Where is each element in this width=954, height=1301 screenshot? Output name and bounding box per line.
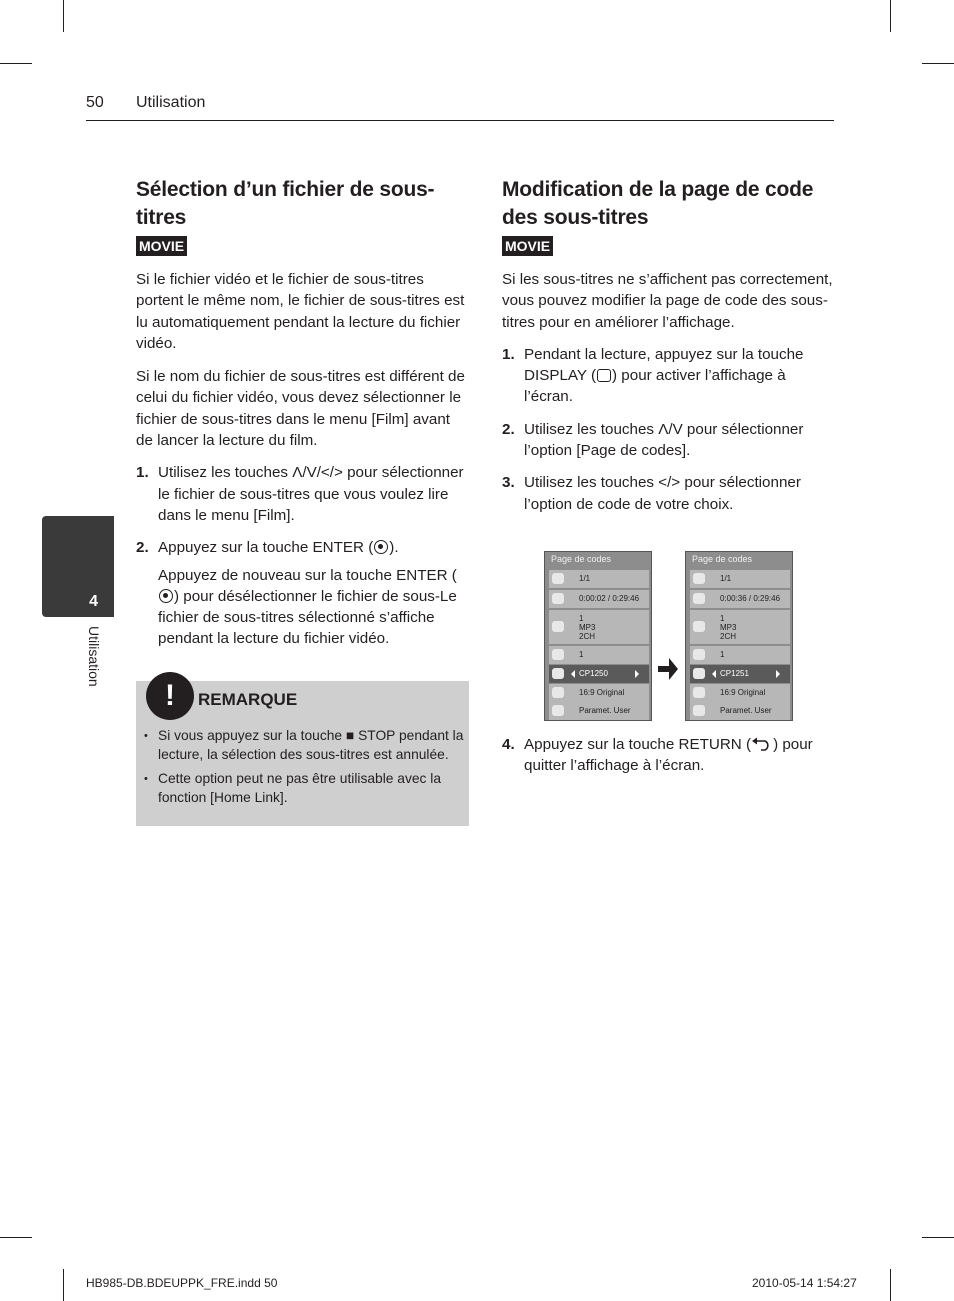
return-icon xyxy=(751,737,773,751)
crop-mark xyxy=(922,1237,954,1238)
crop-mark xyxy=(63,1269,64,1301)
movie-badge: MOVIE xyxy=(502,236,553,256)
note-list xyxy=(136,727,468,813)
enter-icon xyxy=(159,589,173,603)
osd-row-title: 1/1 xyxy=(690,570,790,588)
chapter-tab xyxy=(42,516,114,617)
step-2: 2. Appuyez sur la touche ENTER ( ). Appuyez de nouveau sur la touche ENTER () pour désélectionner le fichier de sous-Le fichier de sous-titres sélectionné s’affiche pendant la lecture du fichier vidéo. xyxy=(136,537,470,649)
chapter-number: 4 xyxy=(89,593,98,610)
osd-row-aspect: 16:9 Original xyxy=(549,684,649,702)
step-number: 1. xyxy=(136,464,149,482)
footer-date: 2010-05-14 1:54:27 xyxy=(752,1276,857,1290)
step-1: 1. Pendant la lecture, appuyez sur la touche DISPLAY ( ) pour activer l’affichage à l’écran. xyxy=(502,345,804,406)
step-number: 2. xyxy=(502,420,515,438)
osd-row-title: 1/1 xyxy=(549,570,649,588)
paragraph: Si le nom du fichier de sous-titres est différent de celui du fichier vidéo, vous devez sélectionner le fichier de sous-titres dans le menu [Film] avant de lancer la lecture du film. xyxy=(136,368,465,450)
clock-icon xyxy=(552,593,564,604)
osd-row-audio: 1 MP3 2CH xyxy=(690,610,790,644)
step-text: Utilisez les touches Λ/V/</> pour sélectionner le fichier de sous-titres que vous voulez lire dans le menu [Film]. xyxy=(158,464,464,524)
step-2: 2. Utilisez les touches Λ/V pour sélectionner l’option [Page de codes]. xyxy=(502,420,804,460)
exclamation-icon: ! xyxy=(146,672,194,720)
osd-screen-after xyxy=(685,551,793,721)
aspect-icon xyxy=(693,687,705,698)
paragraph: Si les sous-titres ne s’affichent pas correctement, vous pouvez modifier la page de code des sous-titres pour en améliorer l’affichage. xyxy=(502,271,833,331)
left-column xyxy=(136,176,470,650)
subtitle-icon xyxy=(552,649,564,660)
page-number: 50 xyxy=(86,94,104,111)
section-title: Modification de la page de code des sous-titres xyxy=(502,178,814,229)
step-number: 1. xyxy=(502,345,515,363)
step-extra: Appuyez de nouveau sur la touche ENTER () pour désélectionner le fichier de sous-Le fichier de sous-titres sélectionné s’affiche pendant la lecture du fichier vidéo. xyxy=(158,566,457,648)
osd-screen-before xyxy=(544,551,652,721)
running-section: Utilisation xyxy=(136,94,206,111)
right-column xyxy=(502,176,836,515)
display-icon xyxy=(597,369,611,382)
crop-mark xyxy=(890,1269,891,1301)
crop-mark xyxy=(890,0,891,32)
note-item: • Cette option peut ne pas être utilisable avec la fonction [Home Link]. xyxy=(158,770,468,807)
osd-row-picture: Paramet. User xyxy=(549,702,649,720)
audio-icon xyxy=(693,621,705,632)
osd-title: Page de codes xyxy=(551,554,612,564)
step-number: 4. xyxy=(502,736,515,753)
footer-file: HB985-DB.BDEUPPK_FRE.indd 50 xyxy=(86,1276,278,1290)
crop-mark xyxy=(0,1237,32,1238)
osd-row-codepage: CP1251 xyxy=(690,665,790,683)
osd-row-codepage: CP1250 xyxy=(549,665,649,683)
picture-icon xyxy=(693,705,705,716)
osd-row-aspect: 16:9 Original xyxy=(690,684,790,702)
step-text: Appuyez sur la touche ENTER ( xyxy=(158,539,374,557)
codepage-icon xyxy=(693,668,705,679)
codepage-icon xyxy=(552,668,564,679)
movie-badge: MOVIE xyxy=(136,236,187,256)
osd-row-time: 0:00:02 / 0:29:46 xyxy=(549,590,649,608)
crop-mark xyxy=(922,63,954,64)
step-1 xyxy=(136,462,470,526)
aspect-icon xyxy=(552,687,564,698)
note-title: REMARQUE xyxy=(198,690,298,709)
note-item: • Si vous appuyez sur la touche ■ STOP pendant la lecture, la sélection des sous-titres est annulée. xyxy=(158,727,468,764)
step-number: 2. xyxy=(136,539,149,557)
step-number: 3. xyxy=(502,474,515,492)
disc-icon xyxy=(552,573,564,584)
step-4: 4. Appuyez sur la touche RETURN ( ) pour quitter l’affichage à l’écran. xyxy=(502,736,813,775)
chapter-label: Utilisation xyxy=(86,626,102,687)
note-box xyxy=(136,681,469,826)
osd-row-audio: 1 MP3 2CH xyxy=(549,610,649,644)
osd-row-time: 0:00:36 / 0:29:46 xyxy=(690,590,790,608)
disc-icon xyxy=(693,573,705,584)
arrow-right-icon xyxy=(657,656,679,682)
osd-row-subtitle: 1 xyxy=(690,646,790,664)
crop-mark xyxy=(0,63,32,64)
osd-row-picture: Paramet. User xyxy=(690,702,790,720)
enter-icon xyxy=(374,540,388,554)
osd-title: Page de codes xyxy=(692,554,753,564)
paragraph: Si le fichier vidéo et le fichier de sous-titres portent le même nom, le fichier de sous-titres est lu automatiquement pendant la lecture du fichier vidéo. xyxy=(136,271,465,352)
picture-icon xyxy=(552,705,564,716)
section-title: Sélection d’un fichier de sous-titres xyxy=(136,178,435,229)
subtitle-icon xyxy=(693,649,705,660)
clock-icon xyxy=(693,593,705,604)
osd-row-subtitle: 1 xyxy=(549,646,649,664)
step-3: 3. Utilisez les touches </> pour sélectionner l’option de code de votre choix. xyxy=(502,474,801,513)
page-header xyxy=(86,94,834,121)
crop-mark xyxy=(63,0,64,32)
audio-icon xyxy=(552,621,564,632)
